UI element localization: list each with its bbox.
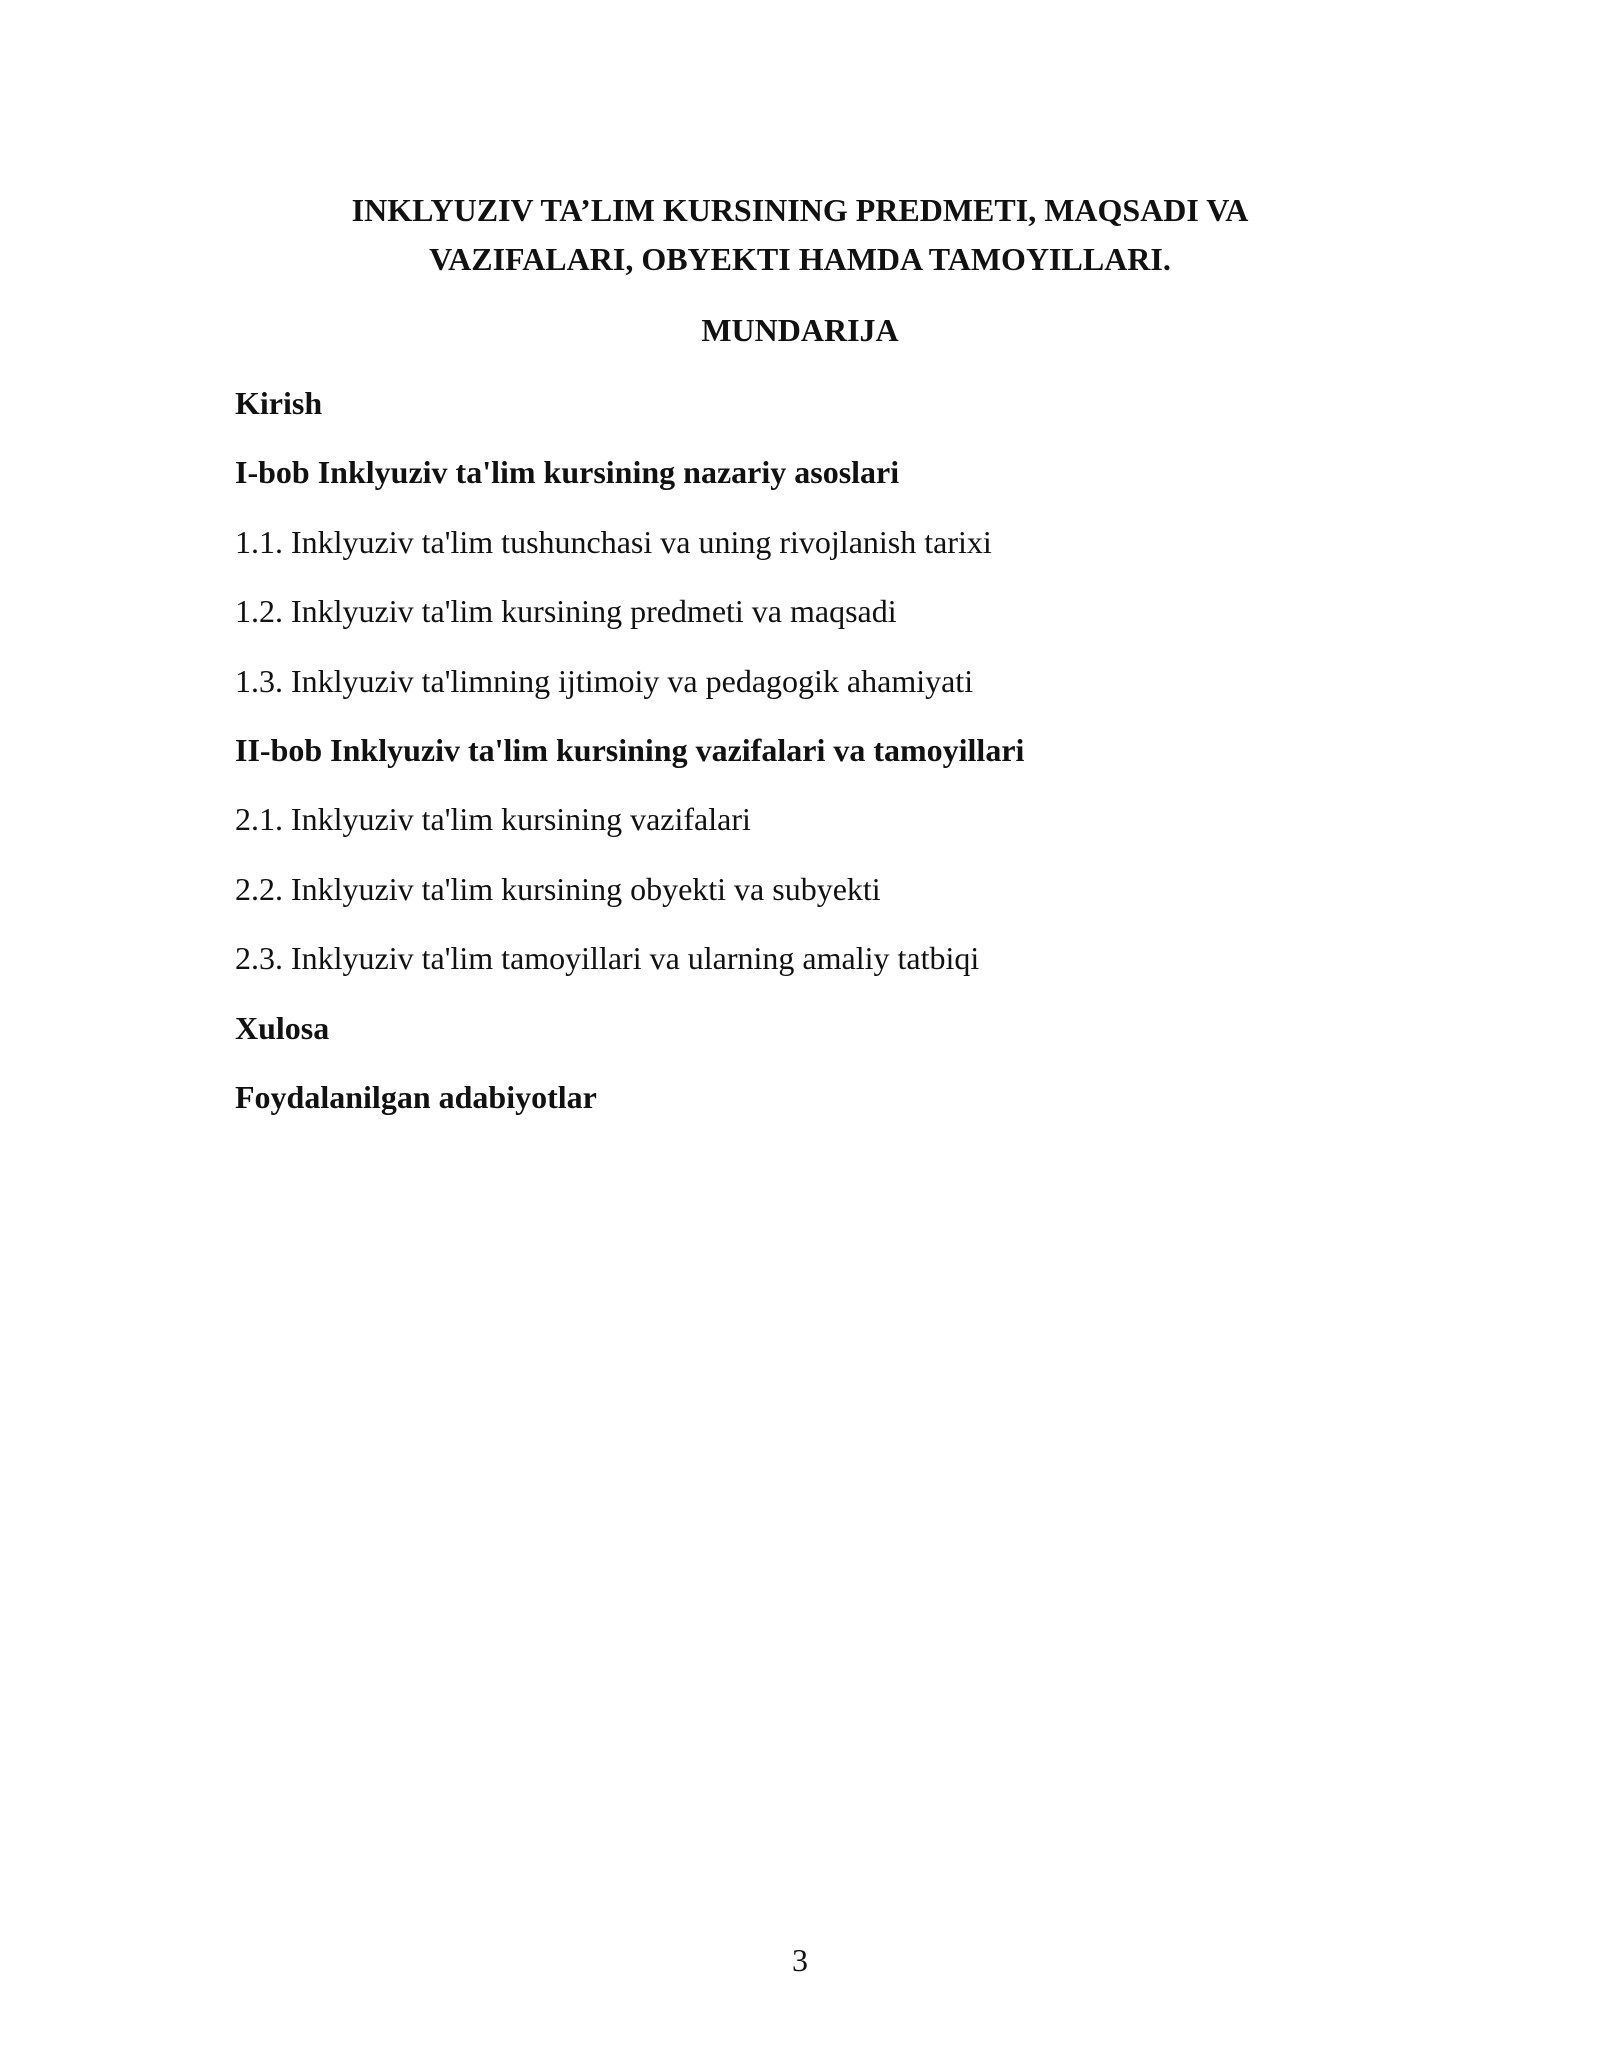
toc-item-conclusion: Xulosa bbox=[235, 1009, 330, 1046]
toc-item-section-1-1: 1.1. Inklyuziv ta'lim tushunchasi va uning rivojlanish tarixi bbox=[235, 523, 992, 560]
table-of-contents bbox=[235, 383, 1375, 1146]
toc-item-introduction: Kirish bbox=[235, 385, 323, 421]
toc-item-section-2-1: 2.1. Inklyuziv ta'lim kursining vazifalari bbox=[235, 801, 751, 838]
toc-item-section-1-2: 1.2. Inklyuziv ta'lim kursining predmeti va maqsadi bbox=[235, 593, 897, 630]
document-title bbox=[200, 186, 1400, 284]
toc-item-section-2-3: 2.3. Inklyuziv ta'lim tamoyillari va ularning amaliy tatbiqi bbox=[235, 940, 980, 977]
document-title-line-2: VAZIFALARI, OBYEKTI HAMDA TAMOYILLARI. bbox=[429, 241, 1171, 277]
toc-heading: MUNDARIJA bbox=[701, 312, 899, 348]
toc-item-chapter-2: II-bob Inklyuziv ta'lim kursining vazifalari va tamoyillari bbox=[235, 731, 1025, 768]
toc-item-section-2-2: 2.2. Inklyuziv ta'lim kursining obyekti va subyekti bbox=[235, 870, 881, 907]
toc-item-section-1-3: 1.3. Inklyuziv ta'limning ijtimoiy va pedagogik ahamiyati bbox=[235, 662, 974, 699]
document-title-line-1: INKLYUZIV TA’LIM KURSINING PREDMETI, MAQSADI VA bbox=[351, 192, 1249, 228]
toc-item-references: Foydalanilgan adabiyotlar bbox=[235, 1078, 597, 1115]
page-number: 3 bbox=[792, 1942, 808, 1978]
toc-item-chapter-1: I-bob Inklyuziv ta'lim kursining nazariy asoslari bbox=[235, 454, 900, 491]
